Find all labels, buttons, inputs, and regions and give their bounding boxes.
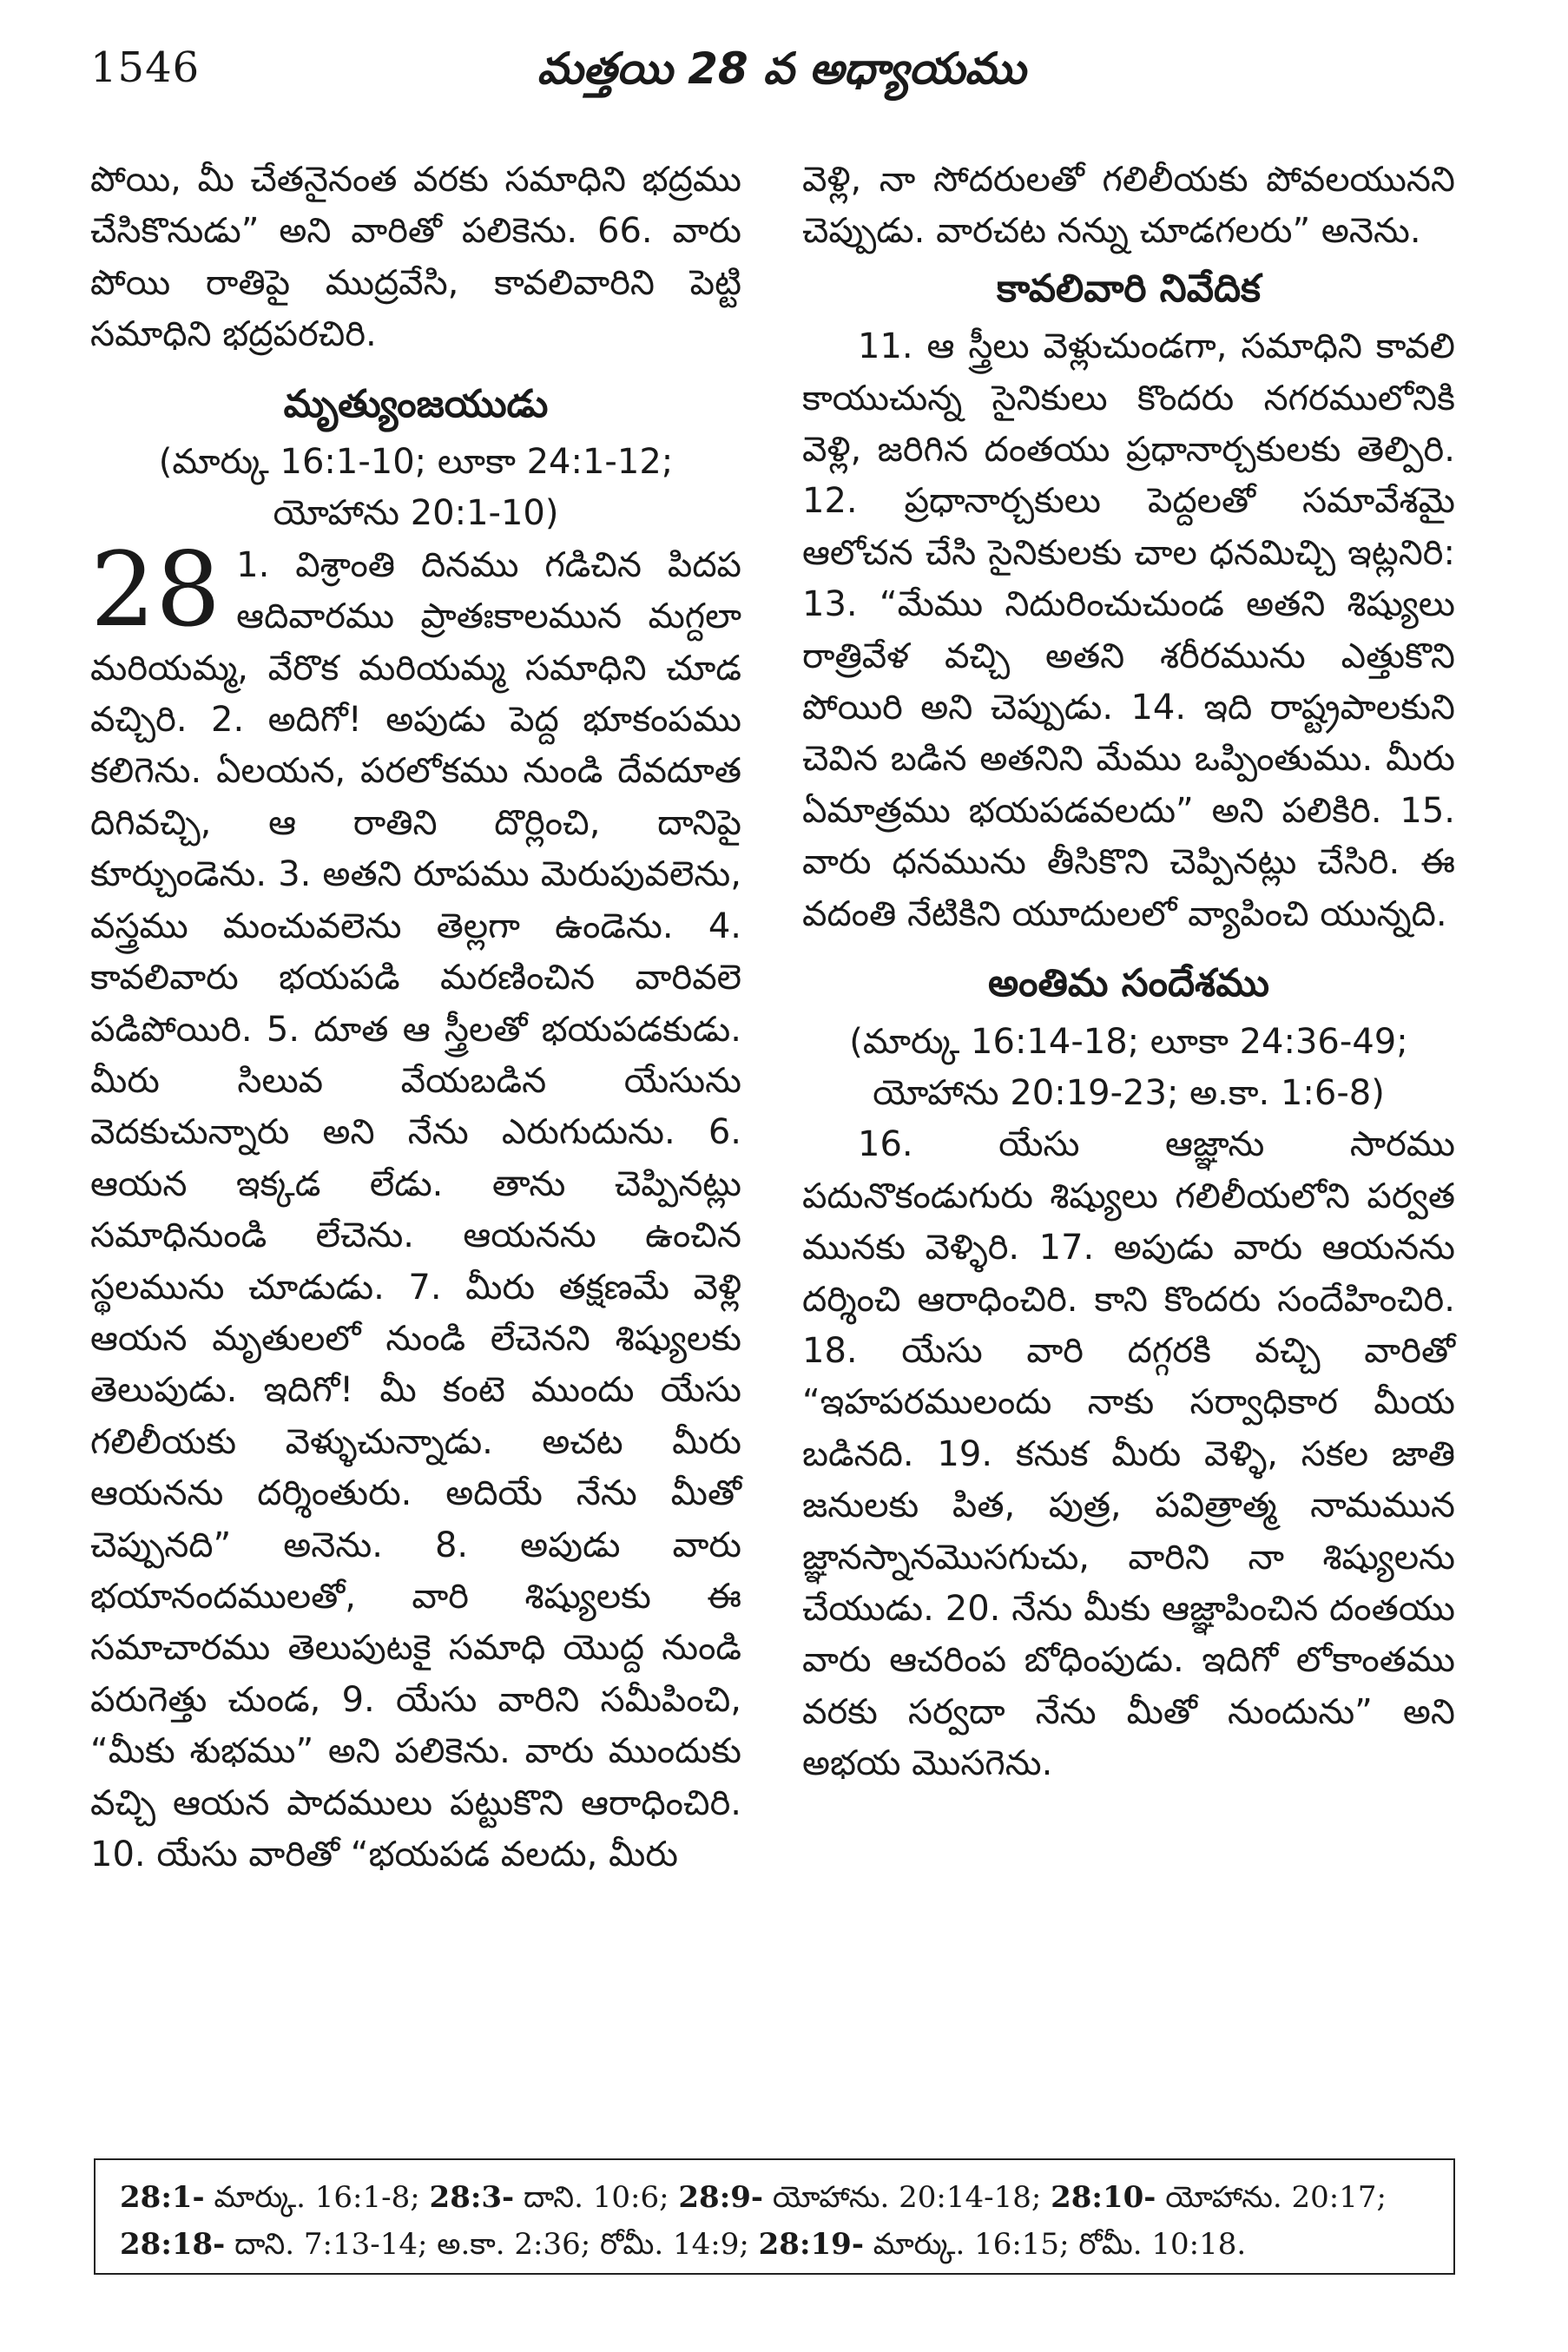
footnote-box bbox=[94, 2158, 1455, 2275]
section-heading-guards-report: కావలివారి నివేదిక bbox=[996, 266, 1262, 311]
cross-reference: యోహాను 20:1-10) bbox=[273, 493, 559, 534]
footnote-line bbox=[120, 2174, 1434, 2221]
paragraph-guards: 11. ఆ స్త్రీలు వెళ్లుచుండగా, సమాధిని కావలి కాయుచున్న సైనికులు కొందరు నగరములోనికి వెళ్లి, జరిగిన దంతయు ప్రధానార్చకులకు తెల్పిరి. 12. ప్రధానార్చకులు పెద్దలతో సమావేశమై ఆలోచన చేసి సైనికులకు చాల ధనమిచ్చి ఇట్లనిరి: 13. “మేము నిదురించుచుండ అతని శిష్యులు రాత్రివేళ వచ్చి అతని శరీరమును ఎత్తుకొని పోయిరి అని చెప్పుడు. 14. ఇది రాష్ట్రపాలకుని చెవిన బడిన అతనిని మేము ఒప్పింతుము. మీరు ఏమాత్రము భయపడవలదు” అని పలికిరి. 15. వారు ధనమును తీసికొని చెప్పినట్లు చేసిరి. ఈ వదంతి నేటికిని యూదులలో వ్యాపించి యున్నది. bbox=[802, 326, 1455, 934]
cross-reference: (మార్కు 16:14-18; లూకా 24:36-49; bbox=[849, 1021, 1408, 1062]
footnote-ref: 28:3- bbox=[429, 2180, 515, 2215]
footnote-text: మార్కు. 16:15; రోమీ. 10:18. bbox=[863, 2227, 1247, 2262]
chapter-opening bbox=[90, 529, 741, 1881]
paragraph-intro-left: పోయి, మీ చేతనైనంత వరకు సమాధిని భద్రము చేసికొనుడు” అని వారితో పలికెను. 66. వారు పోయి రాతిపై ముద్రవేసి, కావలివారిని పెట్టి సమాధిని భద్రపరచిరి. bbox=[90, 160, 741, 355]
footnote-ref: 28:1- bbox=[120, 2180, 205, 2215]
footnote-text: యోహాను. 20:14-18; bbox=[763, 2180, 1051, 2215]
cross-reference: యోహాను 20:19-23; అ.కా. 1:6-8) bbox=[873, 1072, 1385, 1113]
running-head: మత్తయి 28 వ అధ్యాయము bbox=[537, 43, 1026, 94]
footnote-text: దాని. 7:13-14; అ.కా. 2:36; రోమీ. 14:9; bbox=[225, 2227, 759, 2262]
paragraph-main-left: 1. విశ్రాంతి దినము గడిచిన పిదప ఆదివారము ప్రాతఃకాలమున మగ్దలా మరియమ్మ, వేరొక మరియమ్మ సమాధిని చూడ వచ్చిరి. 2. అదిగో! అపుడు పెద్ద భూకంపము కలిగెను. ఏలయన, పరలోకము నుండి దేవదూత దిగివచ్చి, ఆ రాతిని దొర్లించి, దానిపై కూర్చుండెను. 3. అతని రూపము మెరుపువలెను, వస్త్రము మంచువలెను తెల్లగా ఉండెను. 4. కావలివారు భయపడి మరణించిన వారివలె పడిపోయిరి. 5. దూత ఆ స్త్రీలతో భయపడకుడు. మీరు సిలువ వేయబడిన యేసును వెదకుచున్నారు అని నేను ఎరుగుదును. 6. ఆయన ఇక్కడ లేడు. తాను చెప్పినట్లు సమాధినుండి లేచెను. ఆయనను ఉంచిన స్థలమును చూడుడు. 7. మీరు తక్షణమే వెళ్లి ఆయన మృతులలో నుండి లేచెనని శిష్యులకు తెలుపుడు. ఇదిగో! మీ కంటె ముందు యేసు గలిలీయకు వెళ్ళుచున్నాడు. అచట మీరు ఆయనను దర్శింతురు. అదియే నేను మీతో చెప్పునది” అనెను. 8. అపుడు వారు భయానందములతో, వారి శిష్యులకు ఈ సమాచారము తెలుపుటకై సమాధి యొద్ద నుండి పరుగెత్తు చుండ, 9. యేసు వారిని సమీపించి, “మీకు శుభము” అని పలికెను. వారు ముందుకు వచ్చి ఆయన పాదములు పట్టుకొని ఆరాధించిరి. 10. యేసు వారితో “భయపడ వలదు, మీరు bbox=[90, 544, 741, 1874]
footnote-line bbox=[120, 2221, 1434, 2268]
footnote-ref: 28:9- bbox=[678, 2180, 764, 2215]
page-number: 1546 bbox=[90, 43, 201, 92]
right-column bbox=[802, 155, 1455, 1790]
section-heading-resurrection: మృత్యుంజయుడు bbox=[283, 381, 549, 426]
footnote-ref: 28:19- bbox=[758, 2227, 864, 2262]
footnote-text: యోహాను. 20:17; bbox=[1156, 2180, 1387, 2215]
left-column bbox=[90, 155, 741, 1881]
chapter-number: 28 bbox=[90, 529, 221, 649]
section-heading-final-message: అంతిమ సందేశము bbox=[987, 961, 1270, 1006]
footnote-ref: 28:10- bbox=[1051, 2180, 1156, 2215]
cross-reference: (మార్కు 16:1-10; లూకా 24:1-12; bbox=[158, 442, 674, 483]
paragraph-great-commission: 16. యేసు ఆజ్ఞాను సారము పదునొకండుగురు శిష్యులు గలిలీయలోని పర్వత మునకు వెళ్ళిరి. 17. అపుడు వారు ఆయనను దర్శించి ఆరాధించిరి. కాని కొందరు సందేహించిరి. 18. యేసు వారి దగ్గరకి వచ్చి వారితో “ఇహపరములందు నాకు సర్వాధికార మీయ బడినది. 19. కనుక మీరు వెళ్ళి, సకల జాతి జనులకు పిత, పుత్ర, పవిత్రాత్మ నామమున జ్ఞానస్నానమొసగుచు, వారిని నా శిష్యులను చేయుడు. 20. నేను మీకు ఆజ్ఞాపించిన దంతయు వారు ఆచరింప బోధింపుడు. ఇదిగో లోకాంతము వరకు సర్వదా నేను మీతో నుందును” అని అభయ మొసగెను. bbox=[802, 1124, 1455, 1784]
footnote-text: దాని. 10:6; bbox=[514, 2180, 679, 2215]
footnote-ref: 28:18- bbox=[120, 2227, 226, 2262]
footnote-text: మార్కు. 16:1-8; bbox=[204, 2180, 430, 2215]
paragraph-intro-right: వెళ్లి, నా సోదరులతో గలిలీయకు పోవలయునని చెప్పుడు. వారచట నన్ను చూడగలరు” అనెను. bbox=[802, 160, 1455, 252]
